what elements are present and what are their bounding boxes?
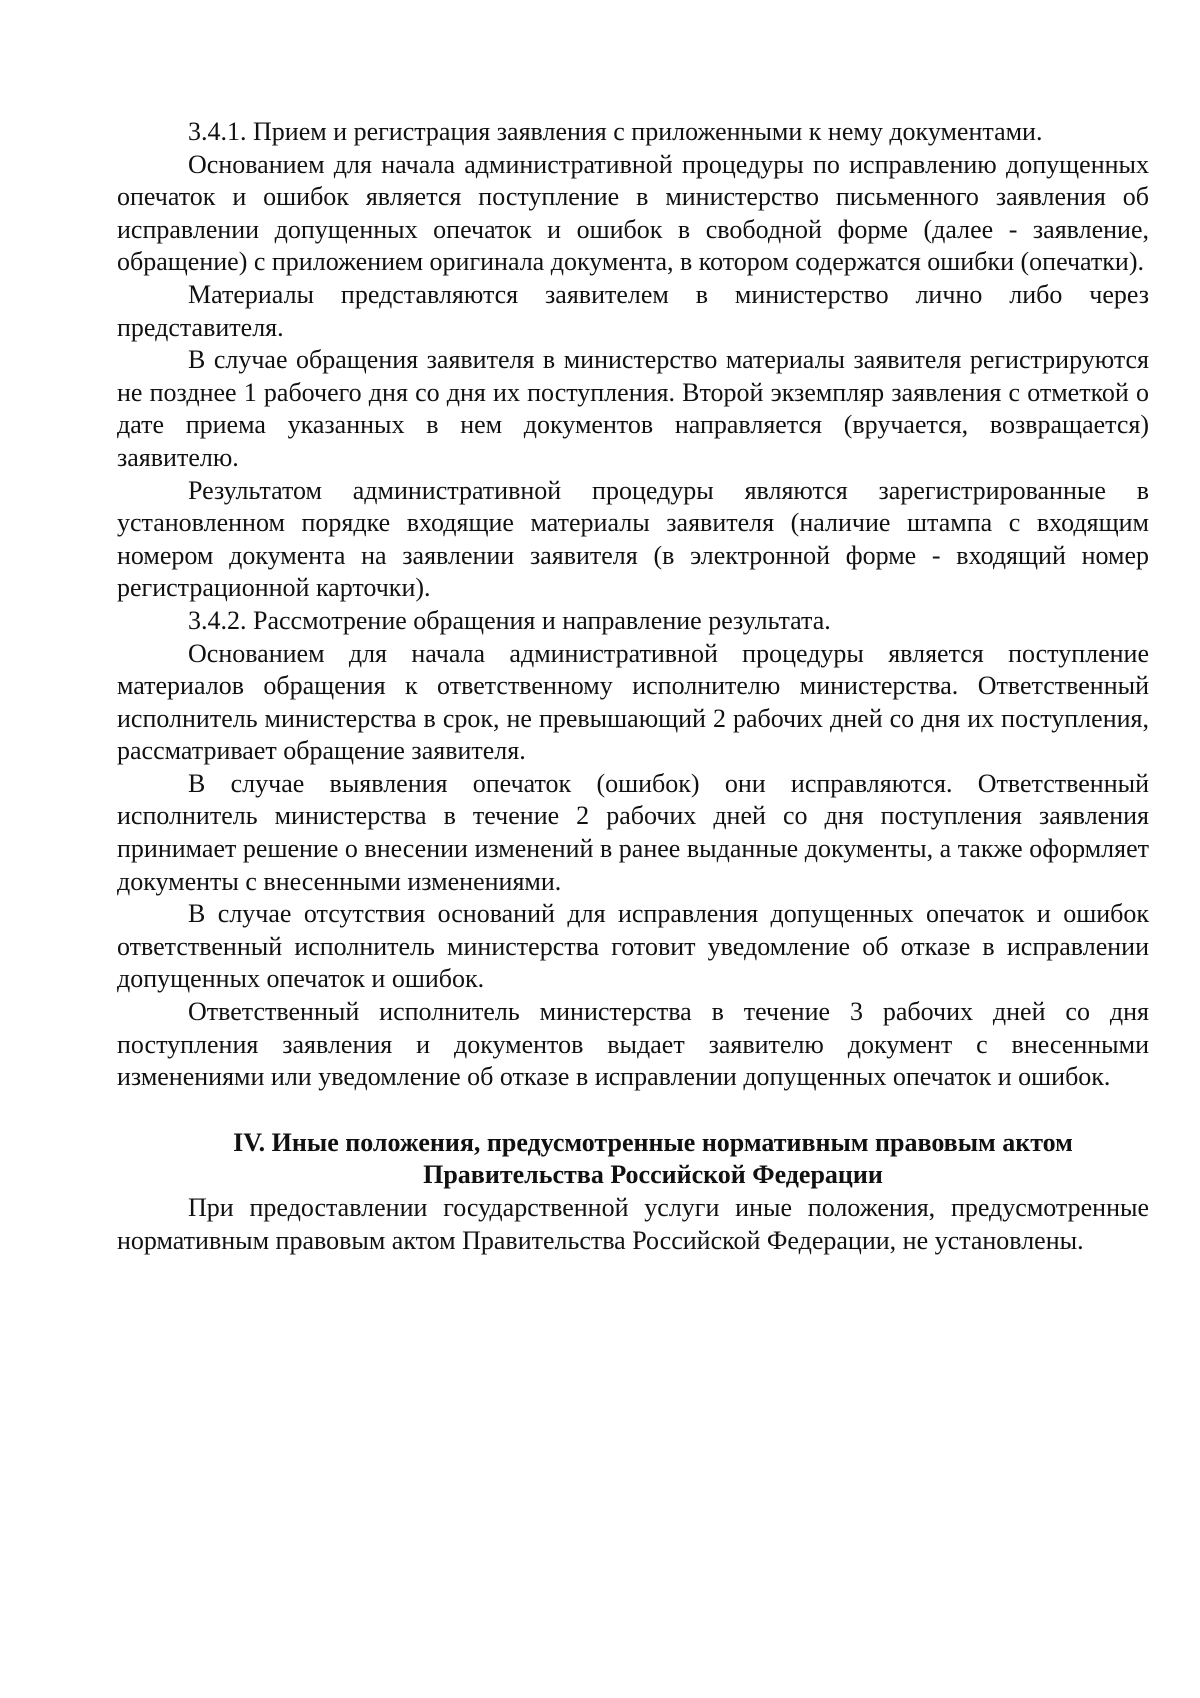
paragraph-basis-review: Основанием для начала административной процедуры является поступление материалов обращения к ответственному исполнителю министерства. Ответственный исполнитель министерства в срок, не превышающий 2 рабочих дней со дня их поступления, рассматривает обращение заявителя.	[117, 638, 1149, 766]
paragraph-no-grounds: В случае отсутствия оснований для исправления допущенных опечаток и ошибок ответственный исполнитель министерства готовит уведомление об отказе в исправлении допущенных опечаток и ошибок.	[117, 899, 1149, 994]
paragraph-other-provisions: При предоставлении государственной услуги иные положения, предусмотренные нормативным правовым актом Правительства Российской Федерации, не установлены.	[117, 1193, 1149, 1255]
paragraph-issue-result: Ответственный исполнитель министерства в течение 3 рабочих дней со дня поступления заявления и документов выдает заявителю документ с внесенными изменениями или уведомление об отказе в исправлении допущенных опечаток и ошибок.	[117, 997, 1149, 1092]
paragraph-registration-result: Результатом административной процедуры являются зарегистрированные в установленном порядке входящие материалы заявителя (наличие штампа с входящим номером документа на заявлении заявителя (в электронной форме - входящий номер регистрационной карточки).	[117, 475, 1149, 603]
document-page	[117, 116, 1149, 1257]
paragraph-errors-found: В случае выявления опечаток (ошибок) они исправляются. Ответственный исполнитель министерства в течение 2 рабочих дней со дня поступления заявления принимает решение о внесении изменений в ранее выданные документы, а также оформляет документы с внесенными изменениями.	[117, 768, 1149, 896]
section-heading-iv: IV. Иные положения, предусмотренные нормативным правовым актом Правительства Российской Федерации	[233, 1127, 1073, 1190]
paragraph-basis-correction: Основанием для начала административной процедуры по исправлению допущенных опечаток и ошибок является поступление в министерство письменного заявления об исправлении допущенных опечаток и ошибок в свободной форме (далее - заявление, обращение) с приложением оригинала документа, в котором содержатся ошибки (опечатки).	[117, 149, 1149, 277]
paragraph-3-4-2-title: 3.4.2. Рассмотрение обращения и направление результата.	[188, 605, 831, 635]
paragraph-3-4-1-title: 3.4.1. Прием и регистрация заявления с приложенными к нему документами.	[188, 117, 1043, 146]
paragraph-registration: В случае обращения заявителя в министерство материалы заявителя регистрируются не позднее 1 рабочего дня со дня их поступления. Второй экземпляр заявления с отметкой о дате приема указанных в нем документов направляется (вручается, возвращается) заявителю.	[117, 345, 1149, 472]
paragraph-materials-submission: Материалы представляются заявителем в министерство лично либо через представителя.	[117, 279, 1149, 342]
